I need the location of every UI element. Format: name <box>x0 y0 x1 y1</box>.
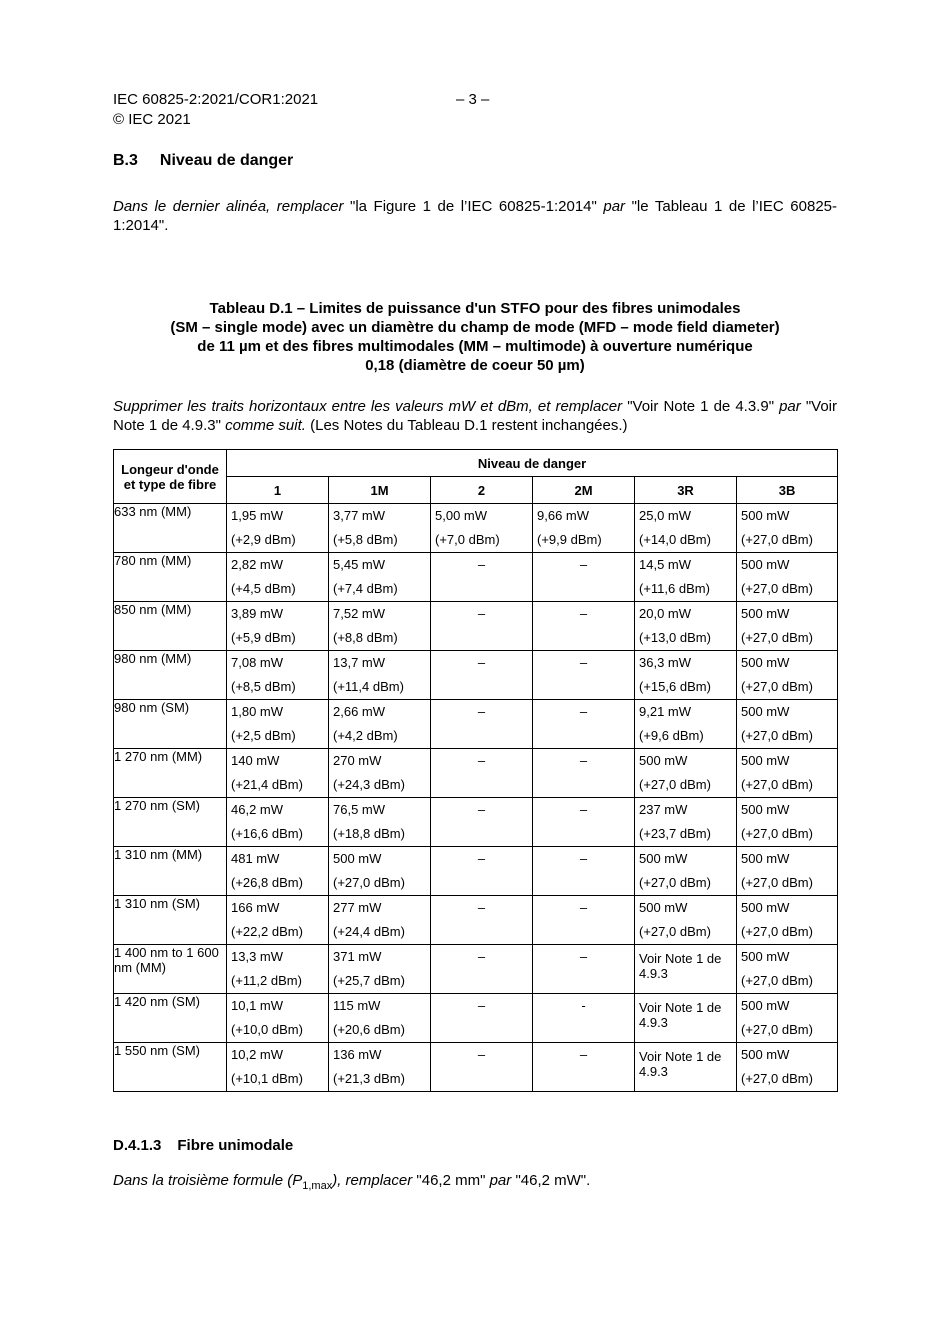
value-cell <box>227 1043 329 1092</box>
dbm-value: (+24,4 dBm) <box>333 924 405 939</box>
dbm-value: (+27,0 dBm) <box>741 630 813 645</box>
caption-line: Tableau D.1 – Limites de puissance d'un STFO pour des fibres unimodales <box>209 300 741 317</box>
instruction-paragraph <box>113 397 837 435</box>
mw-value: 2,66 mW <box>333 704 386 719</box>
value-cell <box>533 602 635 651</box>
instruction-text: (Les Notes du Tableau D.1 restent inchangées.) <box>305 417 628 434</box>
note-reference: Voir Note 1 de 4.9.3 <box>639 1000 722 1030</box>
wavelength-cell: 1 420 nm (SM) <box>114 994 227 1043</box>
paragraph-italic: par <box>603 198 626 215</box>
note-reference: Voir Note 1 de 4.9.3 <box>639 1049 722 1079</box>
class-header: 2 <box>431 477 533 504</box>
value-cell <box>431 553 533 602</box>
value-cell <box>737 1043 838 1092</box>
value-cell <box>431 945 533 994</box>
paragraph-italic: par <box>489 1172 512 1189</box>
mw-value: 500 mW <box>639 851 688 866</box>
mw-value: 25,0 mW <box>639 508 692 523</box>
dbm-value: (+7,0 dBm) <box>435 532 500 547</box>
mw-value: 166 mW <box>231 900 280 915</box>
value-cell <box>329 651 431 700</box>
dash-value: – <box>477 949 486 964</box>
table-row <box>114 602 838 651</box>
mw-value: 5,00 mW <box>435 508 488 523</box>
mw-value: 500 mW <box>333 851 382 866</box>
mw-value: 20,0 mW <box>639 606 692 621</box>
dbm-value: (+27,0 dBm) <box>741 973 813 988</box>
table-row <box>114 651 838 700</box>
value-cell <box>635 553 737 602</box>
value-cell <box>431 602 533 651</box>
table-row <box>114 945 838 994</box>
value-cell <box>329 1043 431 1092</box>
class-header: 1 <box>227 477 329 504</box>
mw-value: 36,3 mW <box>639 655 692 670</box>
dbm-value: (+9,9 dBm) <box>537 532 602 547</box>
dbm-value: (+10,0 dBm) <box>231 1022 303 1037</box>
dash-value: – <box>579 1047 588 1062</box>
mw-value: 13,3 mW <box>231 949 284 964</box>
mw-value: 5,45 mW <box>333 557 386 572</box>
instruction-italic: par <box>779 398 801 415</box>
wavelength-cell: 633 nm (MM) <box>114 504 227 553</box>
value-cell <box>227 749 329 798</box>
value-cell <box>737 749 838 798</box>
dbm-value: (+8,8 dBm) <box>333 630 398 645</box>
value-cell <box>635 700 737 749</box>
value-cell <box>533 504 635 553</box>
mw-value: 371 mW <box>333 949 382 964</box>
value-cell <box>533 700 635 749</box>
dbm-value: (+26,8 dBm) <box>231 875 303 890</box>
mw-value: 500 mW <box>741 802 790 817</box>
dbm-value: (+27,0 dBm) <box>741 1022 813 1037</box>
mw-value: 500 mW <box>741 557 790 572</box>
dbm-value: (+11,2 dBm) <box>231 973 302 988</box>
hazard-level-header: Niveau de danger <box>227 450 838 477</box>
copyright-line: © IEC 2021 <box>113 111 191 128</box>
value-cell <box>737 896 838 945</box>
dbm-value: (+14,0 dBm) <box>639 532 711 547</box>
dash-value: – <box>579 606 588 621</box>
mw-value: 46,2 mW <box>231 802 284 817</box>
value-cell <box>737 651 838 700</box>
wavelength-cell: 1 270 nm (SM) <box>114 798 227 847</box>
table-row <box>114 749 838 798</box>
value-cell <box>227 504 329 553</box>
value-cell <box>227 553 329 602</box>
dash-value: – <box>477 557 486 572</box>
paragraph-text: "46,2 mW". <box>511 1172 591 1189</box>
dbm-value: (+21,3 dBm) <box>333 1071 405 1086</box>
dash-value: – <box>579 851 588 866</box>
dash-value: – <box>579 655 588 670</box>
class-header: 3R <box>635 477 737 504</box>
value-cell <box>227 896 329 945</box>
mw-value: 500 mW <box>741 900 790 915</box>
wavelength-cell: 850 nm (MM) <box>114 602 227 651</box>
wavelength-cell: 1 550 nm (SM) <box>114 1043 227 1092</box>
value-cell <box>737 945 838 994</box>
table-row <box>114 1043 838 1092</box>
value-cell <box>227 798 329 847</box>
wavelength-cell: 1 400 nm to 1 600 nm (MM) <box>114 945 227 994</box>
value-cell <box>635 896 737 945</box>
caption-line: de 11 µm et des fibres multimodales (MM – multimode) à ouverture numérique <box>197 338 753 355</box>
dbm-value: (+10,1 dBm) <box>231 1071 303 1086</box>
table-caption <box>100 299 850 375</box>
value-cell <box>431 749 533 798</box>
mw-value: 9,66 mW <box>537 508 590 523</box>
dbm-value: (+27,0 dBm) <box>639 924 711 939</box>
value-cell <box>227 847 329 896</box>
wavelength-cell: 780 nm (MM) <box>114 553 227 602</box>
dash-value: – <box>579 753 588 768</box>
dbm-value: (+18,8 dBm) <box>333 826 405 841</box>
section-number: D.4.1.3 <box>113 1137 162 1154</box>
table-row <box>114 896 838 945</box>
paragraph-italic: Dans la troisième formule ( <box>113 1172 293 1189</box>
dbm-value: (+5,9 dBm) <box>231 630 296 645</box>
dbm-value: (+4,5 dBm) <box>231 581 296 596</box>
mw-value: 3,77 mW <box>333 508 386 523</box>
mw-value: 10,2 mW <box>231 1047 284 1062</box>
table-row <box>114 994 838 1043</box>
mw-value: 7,08 mW <box>231 655 284 670</box>
class-header: 1M <box>329 477 431 504</box>
paragraph-text: "46,2 mm" <box>412 1172 490 1189</box>
dbm-value: (+25,7 dBm) <box>333 973 405 988</box>
document-id: IEC 60825-2:2021/COR1:2021 <box>113 91 319 108</box>
mw-value: 500 mW <box>741 998 790 1013</box>
value-cell <box>635 994 737 1043</box>
value-cell <box>635 945 737 994</box>
dbm-value: (+4,2 dBm) <box>333 728 398 743</box>
mw-value: 76,5 mW <box>333 802 386 817</box>
dbm-value: (+27,0 dBm) <box>741 581 813 596</box>
value-cell <box>737 700 838 749</box>
mw-value: 500 mW <box>741 655 790 670</box>
value-cell <box>533 896 635 945</box>
instruction-text: "Voir Note 1 de 4.3.9" <box>622 398 780 415</box>
mw-value: 500 mW <box>741 949 790 964</box>
mw-value: 2,82 mW <box>231 557 284 572</box>
dbm-value: (+11,4 dBm) <box>333 679 404 694</box>
value-cell <box>227 651 329 700</box>
value-cell <box>329 602 431 651</box>
mw-value: 3,89 mW <box>231 606 284 621</box>
value-cell <box>431 651 533 700</box>
mw-value: 500 mW <box>639 753 688 768</box>
mw-value: 10,1 mW <box>231 998 284 1013</box>
table-row <box>114 553 838 602</box>
value-cell <box>431 896 533 945</box>
dbm-value: (+27,0 dBm) <box>741 728 813 743</box>
section-b3-paragraph <box>113 197 837 235</box>
dash-value: - <box>581 998 586 1013</box>
value-cell <box>431 798 533 847</box>
value-cell <box>329 994 431 1043</box>
dash-value: – <box>477 900 486 915</box>
dbm-value: (+27,0 dBm) <box>741 777 813 792</box>
value-cell <box>227 945 329 994</box>
dbm-value: (+5,8 dBm) <box>333 532 398 547</box>
value-cell <box>737 994 838 1043</box>
dbm-value: (+24,3 dBm) <box>333 777 405 792</box>
dbm-value: (+9,6 dBm) <box>639 728 704 743</box>
dbm-value: (+27,0 dBm) <box>639 875 711 890</box>
table-row <box>114 700 838 749</box>
mw-value: 115 mW <box>333 998 381 1013</box>
dbm-value: (+16,6 dBm) <box>231 826 303 841</box>
table-row <box>114 504 838 553</box>
paragraph-italic: ), remplacer <box>332 1172 413 1189</box>
dash-value: – <box>477 802 486 817</box>
wavelength-cell: 1 310 nm (MM) <box>114 847 227 896</box>
class-header: 2M <box>533 477 635 504</box>
value-cell <box>329 945 431 994</box>
dbm-value: (+13,0 dBm) <box>639 630 711 645</box>
dbm-value: (+27,0 dBm) <box>741 1071 813 1086</box>
value-cell <box>329 553 431 602</box>
note-reference: Voir Note 1 de 4.9.3 <box>639 951 722 981</box>
dbm-value: (+27,0 dBm) <box>741 875 813 890</box>
value-cell <box>635 1043 737 1092</box>
mw-value: 140 mW <box>231 753 280 768</box>
value-cell <box>737 553 838 602</box>
section-title: Niveau de danger <box>159 152 294 169</box>
dash-value: – <box>477 704 486 719</box>
dash-value: – <box>477 851 486 866</box>
mw-value: 270 mW <box>333 753 382 768</box>
mw-value: 500 mW <box>741 1047 790 1062</box>
power-limits-table <box>113 449 838 1092</box>
value-cell <box>737 602 838 651</box>
mw-value: 136 mW <box>333 1047 382 1062</box>
mw-value: 1,80 mW <box>231 704 284 719</box>
instruction-italic: comme suit. <box>225 417 306 434</box>
dbm-value: (+2,9 dBm) <box>231 532 296 547</box>
value-cell <box>329 798 431 847</box>
section-heading-b3 <box>113 152 293 170</box>
formula-symbol: P <box>292 1172 303 1189</box>
mw-value: 500 mW <box>741 606 790 621</box>
value-cell <box>635 602 737 651</box>
value-cell <box>533 798 635 847</box>
value-cell <box>635 798 737 847</box>
value-cell <box>431 994 533 1043</box>
value-cell <box>329 896 431 945</box>
dash-value: – <box>579 949 588 964</box>
dash-value: – <box>579 704 588 719</box>
value-cell <box>533 749 635 798</box>
value-cell <box>635 847 737 896</box>
instruction-text: "Voir Note 1 de 4.9.3" <box>113 398 837 434</box>
value-cell <box>227 700 329 749</box>
mw-value: 13,7 mW <box>333 655 386 670</box>
dash-value: – <box>579 900 588 915</box>
value-cell <box>533 847 635 896</box>
section-title: Fibre unimodale <box>177 1137 294 1154</box>
caption-line: 0,18 (diamètre de coeur 50 µm) <box>365 357 585 374</box>
value-cell <box>737 847 838 896</box>
wavelength-cell: 1 270 nm (MM) <box>114 749 227 798</box>
value-cell <box>329 847 431 896</box>
dash-value: – <box>477 655 486 670</box>
dash-value: – <box>579 557 588 572</box>
table-row <box>114 847 838 896</box>
mw-value: 9,21 mW <box>639 704 692 719</box>
section-heading-d413 <box>113 1137 293 1154</box>
paragraph-text: "le Tableau 1 de l’IEC 60825-1:2014". <box>113 198 837 234</box>
mw-value: 500 mW <box>741 753 790 768</box>
mw-value: 500 mW <box>741 508 790 523</box>
mw-value: 277 mW <box>333 900 382 915</box>
section-number: B.3 <box>113 152 138 169</box>
dbm-value: (+15,6 dBm) <box>639 679 711 694</box>
value-cell <box>635 651 737 700</box>
dbm-value: (+27,0 dBm) <box>741 924 813 939</box>
value-cell <box>533 553 635 602</box>
value-cell <box>329 749 431 798</box>
class-header: 3B <box>737 477 838 504</box>
value-cell <box>533 945 635 994</box>
value-cell <box>329 504 431 553</box>
table-row <box>114 798 838 847</box>
dbm-value: (+27,0 dBm) <box>333 875 405 890</box>
dbm-value: (+27,0 dBm) <box>741 679 813 694</box>
page-number: – 3 – <box>456 91 490 108</box>
instruction-italic: Supprimer les traits horizontaux entre les valeurs mW et dBm, et remplacer <box>113 398 623 415</box>
section-d413-paragraph <box>113 1171 837 1196</box>
wavelength-cell: 980 nm (SM) <box>114 700 227 749</box>
dbm-value: (+11,6 dBm) <box>639 581 710 596</box>
dash-value: – <box>477 1047 486 1062</box>
value-cell <box>227 602 329 651</box>
dbm-value: (+27,0 dBm) <box>741 826 813 841</box>
mw-value: 237 mW <box>639 802 688 817</box>
value-cell <box>431 700 533 749</box>
dbm-value: (+23,7 dBm) <box>639 826 711 841</box>
dbm-value: (+7,4 dBm) <box>333 581 398 596</box>
wavelength-header: Longeur d'onde et type de fibre <box>114 450 227 504</box>
mw-value: 1,95 mW <box>231 508 284 523</box>
paragraph-italic: Dans le dernier alinéa, remplacer <box>113 198 344 215</box>
value-cell <box>431 847 533 896</box>
wavelength-cell: 1 310 nm (SM) <box>114 896 227 945</box>
value-cell <box>431 1043 533 1092</box>
paragraph-text: "la Figure 1 de l’IEC 60825-1:2014" <box>343 198 604 215</box>
value-cell <box>431 504 533 553</box>
dash-value: – <box>477 606 486 621</box>
dbm-value: (+20,6 dBm) <box>333 1022 405 1037</box>
dbm-value: (+21,4 dBm) <box>231 777 303 792</box>
value-cell <box>533 651 635 700</box>
caption-line: (SM – single mode) avec un diamètre du champ de mode (MFD – mode field diameter) <box>170 319 780 336</box>
wavelength-cell: 980 nm (MM) <box>114 651 227 700</box>
dbm-value: (+27,0 dBm) <box>639 777 711 792</box>
mw-value: 14,5 mW <box>639 557 692 572</box>
dbm-value: (+27,0 dBm) <box>741 532 813 547</box>
mw-value: 500 mW <box>741 851 790 866</box>
value-cell <box>737 798 838 847</box>
dbm-value: (+8,5 dBm) <box>231 679 296 694</box>
dash-value: – <box>579 802 588 817</box>
value-cell <box>329 700 431 749</box>
value-cell <box>533 1043 635 1092</box>
dash-value: – <box>477 753 486 768</box>
mw-value: 481 mW <box>231 851 280 866</box>
mw-value: 500 mW <box>741 704 790 719</box>
dbm-value: (+22,2 dBm) <box>231 924 303 939</box>
value-cell <box>635 504 737 553</box>
formula-subscript: 1,max <box>302 1180 333 1192</box>
value-cell <box>635 749 737 798</box>
dbm-value: (+2,5 dBm) <box>231 728 296 743</box>
value-cell <box>533 994 635 1043</box>
mw-value: 500 mW <box>639 900 688 915</box>
value-cell <box>737 504 838 553</box>
dash-value: – <box>477 998 486 1013</box>
mw-value: 7,52 mW <box>333 606 386 621</box>
value-cell <box>227 994 329 1043</box>
